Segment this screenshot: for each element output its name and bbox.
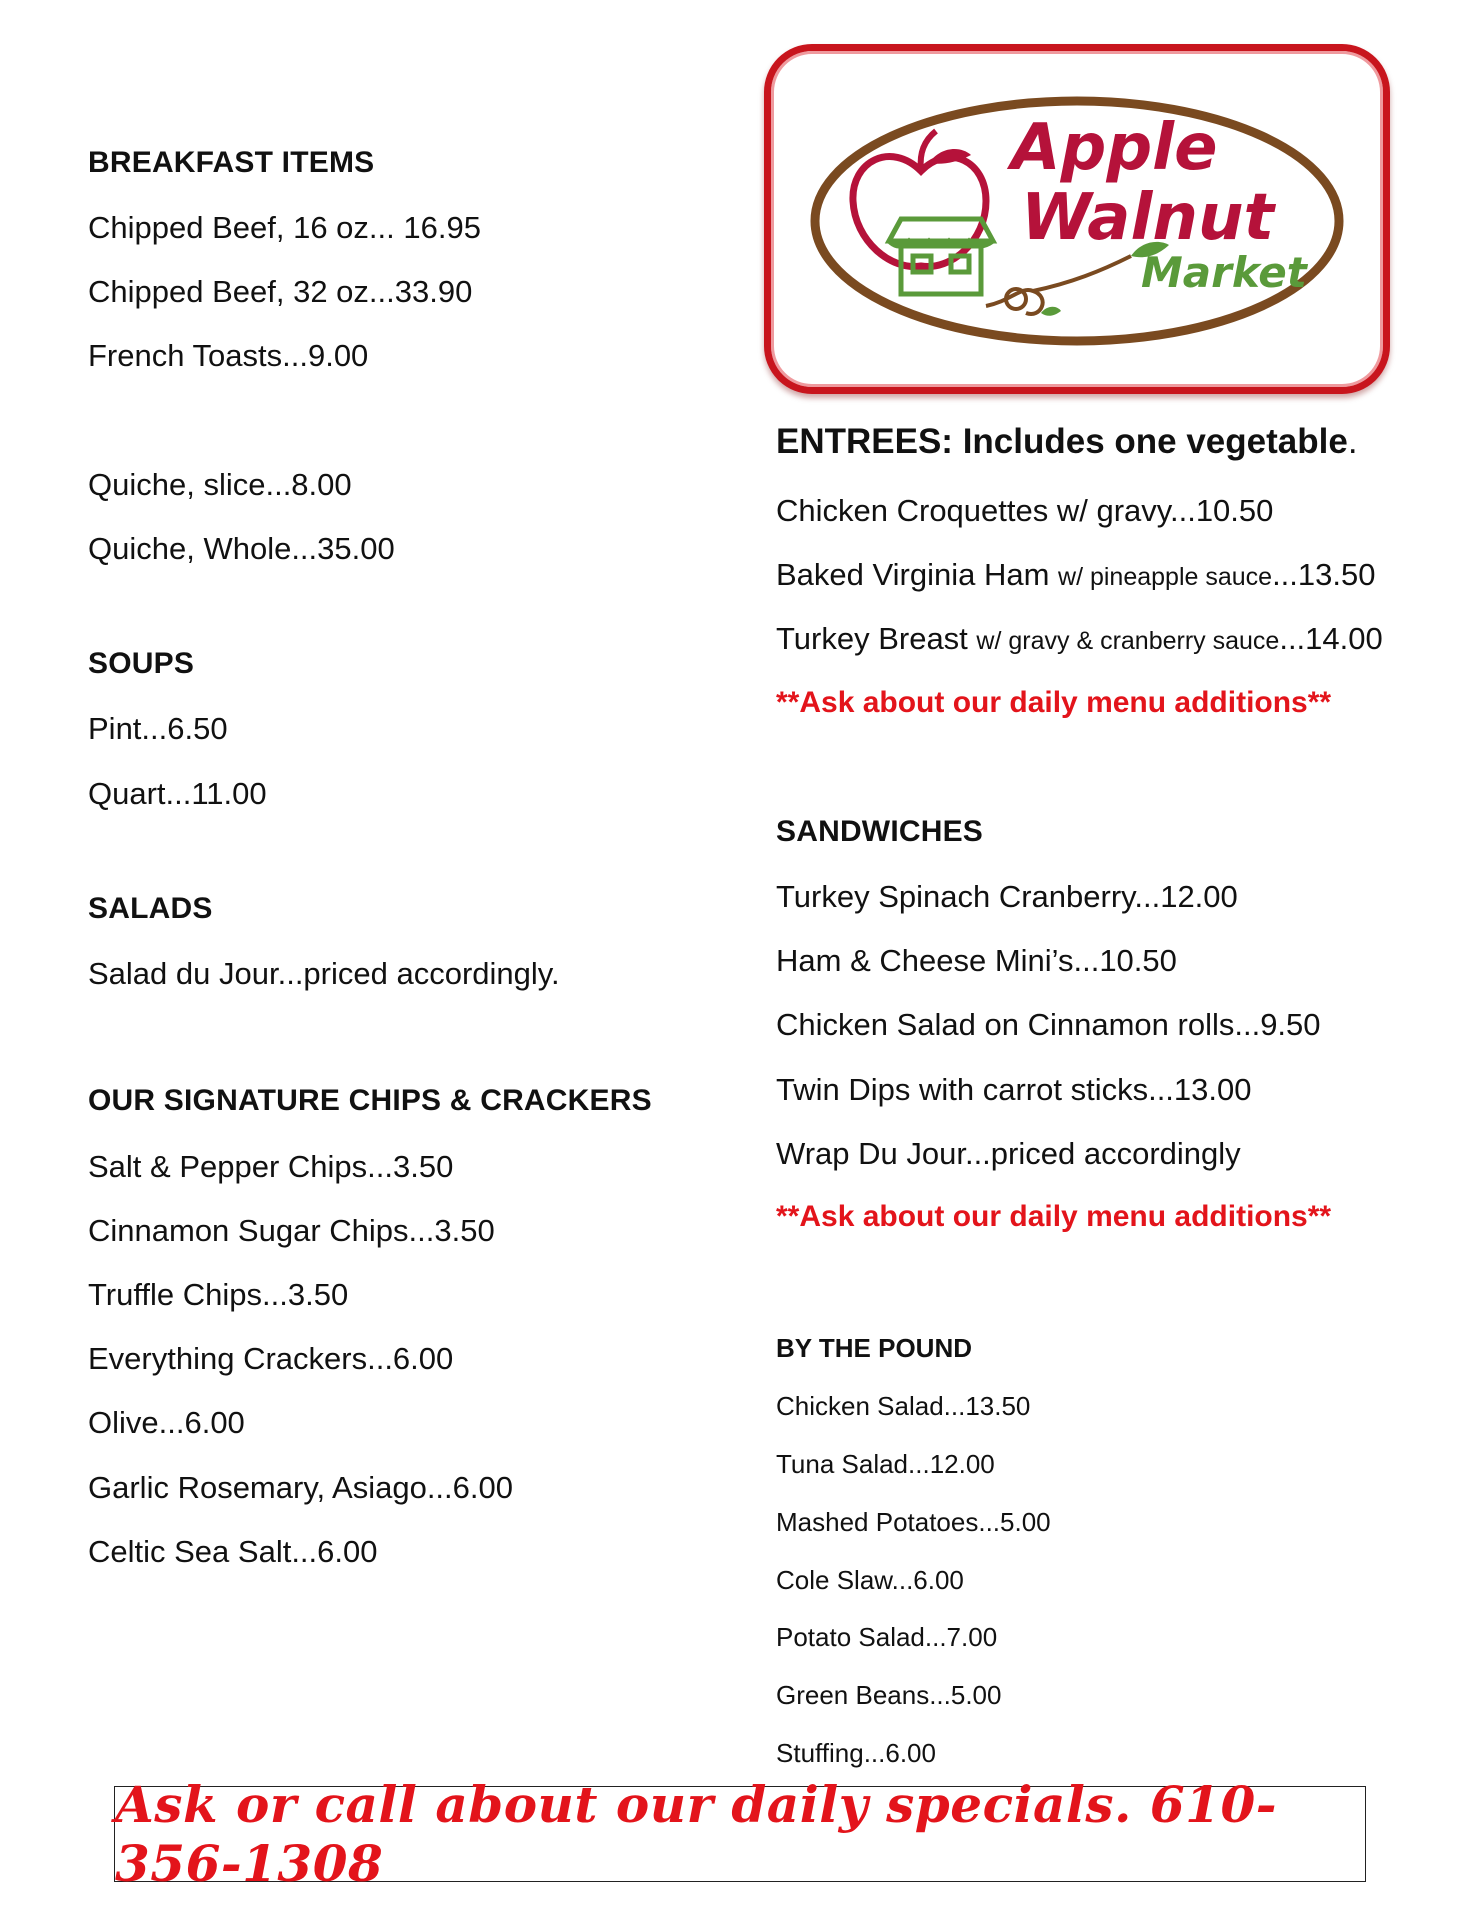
entrees-heading: ENTREES: Includes one vegetable. xyxy=(776,422,1358,461)
menu-item: Truffle Chips...3.50 xyxy=(88,1277,349,1312)
footer-banner xyxy=(114,1775,1366,1893)
menu-item: Olive...6.00 xyxy=(88,1405,245,1440)
logo-frame xyxy=(764,44,1390,394)
menu-item: Turkey Breast w/ gravy & cranberry sauce...14.00 xyxy=(776,621,1383,656)
sandwiches-heading: SANDWICHES xyxy=(776,815,984,848)
sandwiches-note: **Ask about our daily menu additions** xyxy=(776,1200,1332,1233)
menu-item: Ham & Cheese Mini’s...10.50 xyxy=(776,943,1177,978)
entrees-note: **Ask about our daily menu additions** xyxy=(776,686,1332,719)
logo-line3: Market xyxy=(1141,248,1307,297)
menu-item: Chipped Beef, 16 oz... 16.95 xyxy=(88,210,481,245)
menu-item: Tuna Salad...12.00 xyxy=(776,1449,995,1479)
menu-item: Turkey Spinach Cranberry...12.00 xyxy=(776,879,1238,914)
menu-item: Salad du Jour...priced accordingly. xyxy=(88,956,560,991)
menu-item: Cinnamon Sugar Chips...3.50 xyxy=(88,1213,495,1248)
by-the-pound-heading: BY THE POUND xyxy=(776,1333,972,1363)
apple-icon xyxy=(853,157,986,267)
chips-heading: OUR SIGNATURE CHIPS & CRACKERS xyxy=(88,1084,652,1117)
menu-item: Chicken Salad on Cinnamon rolls...9.50 xyxy=(776,1007,1321,1042)
menu-item: Wrap Du Jour...priced accordingly xyxy=(776,1136,1241,1171)
menu-item: Chicken Salad...13.50 xyxy=(776,1391,1031,1421)
footer-text: Ask or call about our daily specials. 610-356-1308 xyxy=(115,1775,1277,1893)
menu-item: Celtic Sea Salt...6.00 xyxy=(88,1534,378,1569)
menu-item: French Toasts...9.00 xyxy=(88,338,369,373)
menu-item: Quiche, Whole...35.00 xyxy=(88,531,395,566)
menu-item: Quiche, slice...8.00 xyxy=(88,467,352,502)
menu-item: Everything Crackers...6.00 xyxy=(88,1341,454,1376)
menu-item: Baked Virginia Ham w/ pineapple sauce...13.50 xyxy=(776,557,1376,592)
soups-heading: SOUPS xyxy=(88,647,195,680)
menu-item: Stuffing...6.00 xyxy=(776,1738,936,1768)
breakfast-heading: BREAKFAST ITEMS xyxy=(88,146,375,179)
menu-item: Garlic Rosemary, Asiago...6.00 xyxy=(88,1470,513,1505)
menu-item: Chipped Beef, 32 oz...33.90 xyxy=(88,274,473,309)
swirl-icon xyxy=(986,256,1131,314)
logo-line2: Walnut xyxy=(1021,181,1275,255)
menu-item: Cole Slaw...6.00 xyxy=(776,1565,964,1595)
logo-line1: Apple xyxy=(1011,111,1218,185)
menu-item: Chicken Croquettes w/ gravy...10.50 xyxy=(776,493,1274,528)
menu-item: Pint...6.50 xyxy=(88,711,228,746)
menu-item: Potato Salad...7.00 xyxy=(776,1622,998,1652)
menu-item: Twin Dips with carrot sticks...13.00 xyxy=(776,1072,1252,1107)
apple-walnut-logo xyxy=(771,51,1383,387)
menu-item: Quart...11.00 xyxy=(88,776,267,811)
salads-heading: SALADS xyxy=(88,892,213,925)
menu-item: Green Beans...5.00 xyxy=(776,1680,1002,1710)
menu-item: Mashed Potatoes...5.00 xyxy=(776,1507,1051,1537)
menu-item: Salt & Pepper Chips...3.50 xyxy=(88,1149,454,1184)
